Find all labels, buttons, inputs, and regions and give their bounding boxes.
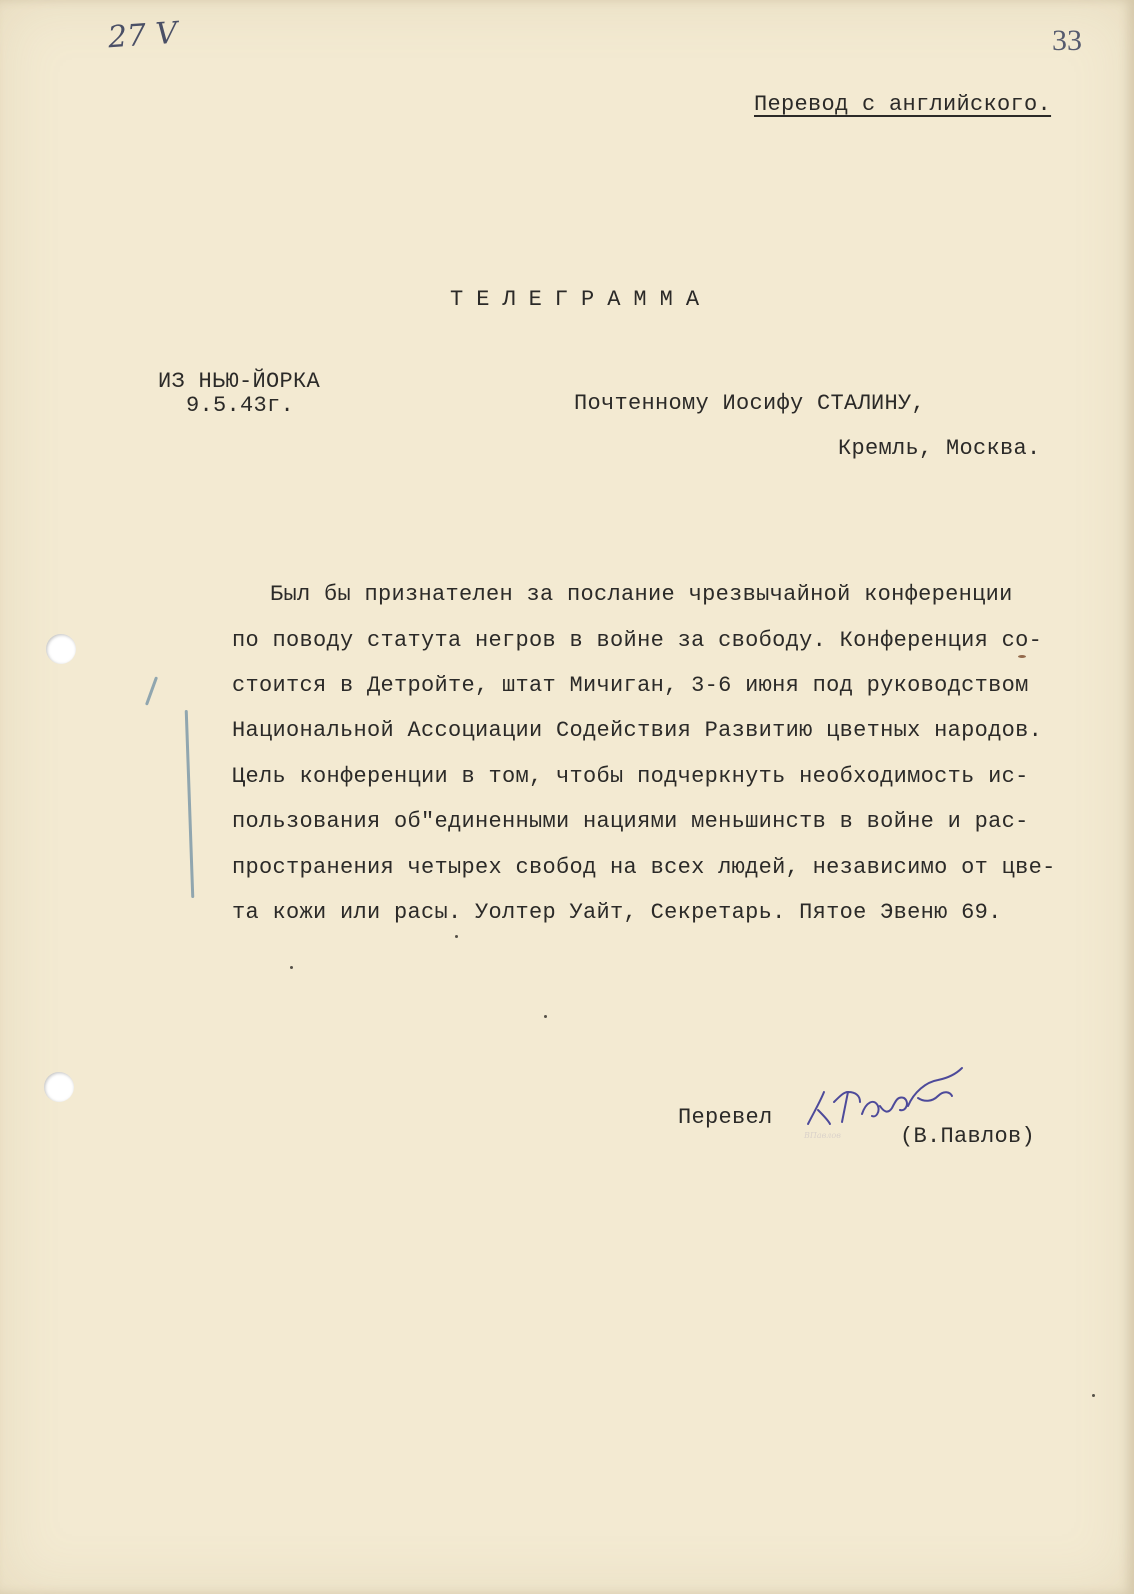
body-line: пространения четырех свобод на всех людей, независимо от цве- (232, 855, 1056, 880)
ink-speck (455, 935, 458, 938)
pencil-margin-line (185, 710, 195, 898)
archive-mark: 27 V (106, 15, 179, 56)
origin-date: 9.5.43г. (186, 393, 295, 418)
translator-label: Перевел (678, 1105, 773, 1130)
page-number: 33 (1052, 24, 1082, 57)
signature-stroke (908, 1068, 962, 1106)
ink-speck (1092, 1394, 1095, 1397)
translator-name: (В.Павлов) (900, 1124, 1036, 1149)
body-line: Был бы признателен за послание чрезвычайной конференции (270, 582, 1013, 607)
punch-hole-top (46, 634, 76, 664)
addressee-name: Почтенному Иосифу СТАЛИНУ, (574, 391, 926, 416)
ink-speck (1018, 655, 1026, 658)
signature-stroke (834, 1092, 860, 1122)
signature-stroke (862, 1097, 907, 1116)
punch-hole-bottom (44, 1072, 74, 1102)
translation-note: Перевод с английского. (754, 92, 1052, 117)
ink-speck (544, 1015, 547, 1018)
body-line: Цель конференции в том, чтобы подчеркнуть необходимость ис- (232, 764, 1029, 789)
body-line: по поводу статута негров в войне за свободу. Конференция со- (232, 628, 1043, 653)
signature-text: ВПавлов (804, 1131, 841, 1140)
origin-place: ИЗ НЬЮ-ЙОРКА (158, 369, 321, 394)
pencil-margin-tick (145, 676, 158, 705)
ink-speck (290, 966, 293, 969)
body-paragraph (232, 628, 1078, 653)
signature-stroke (808, 1092, 830, 1124)
document-title: ТЕЛЕГРАММА (450, 287, 713, 312)
addressee-location: Кремль, Москва. (838, 436, 1041, 461)
body-line: пользования об"единенными нациями меньшинств в войне и рас- (232, 809, 1029, 834)
body-line: та кожи или расы. Уолтер Уайт, Секретарь. Пятое Эвеню 69. (232, 900, 1002, 925)
body-line: Национальной Ассоциации Содействия Развитию цветных народов. (232, 718, 1043, 743)
body-line: стоится в Детройте, штат Мичиган, 3-6 июня под руководством (232, 673, 1029, 698)
